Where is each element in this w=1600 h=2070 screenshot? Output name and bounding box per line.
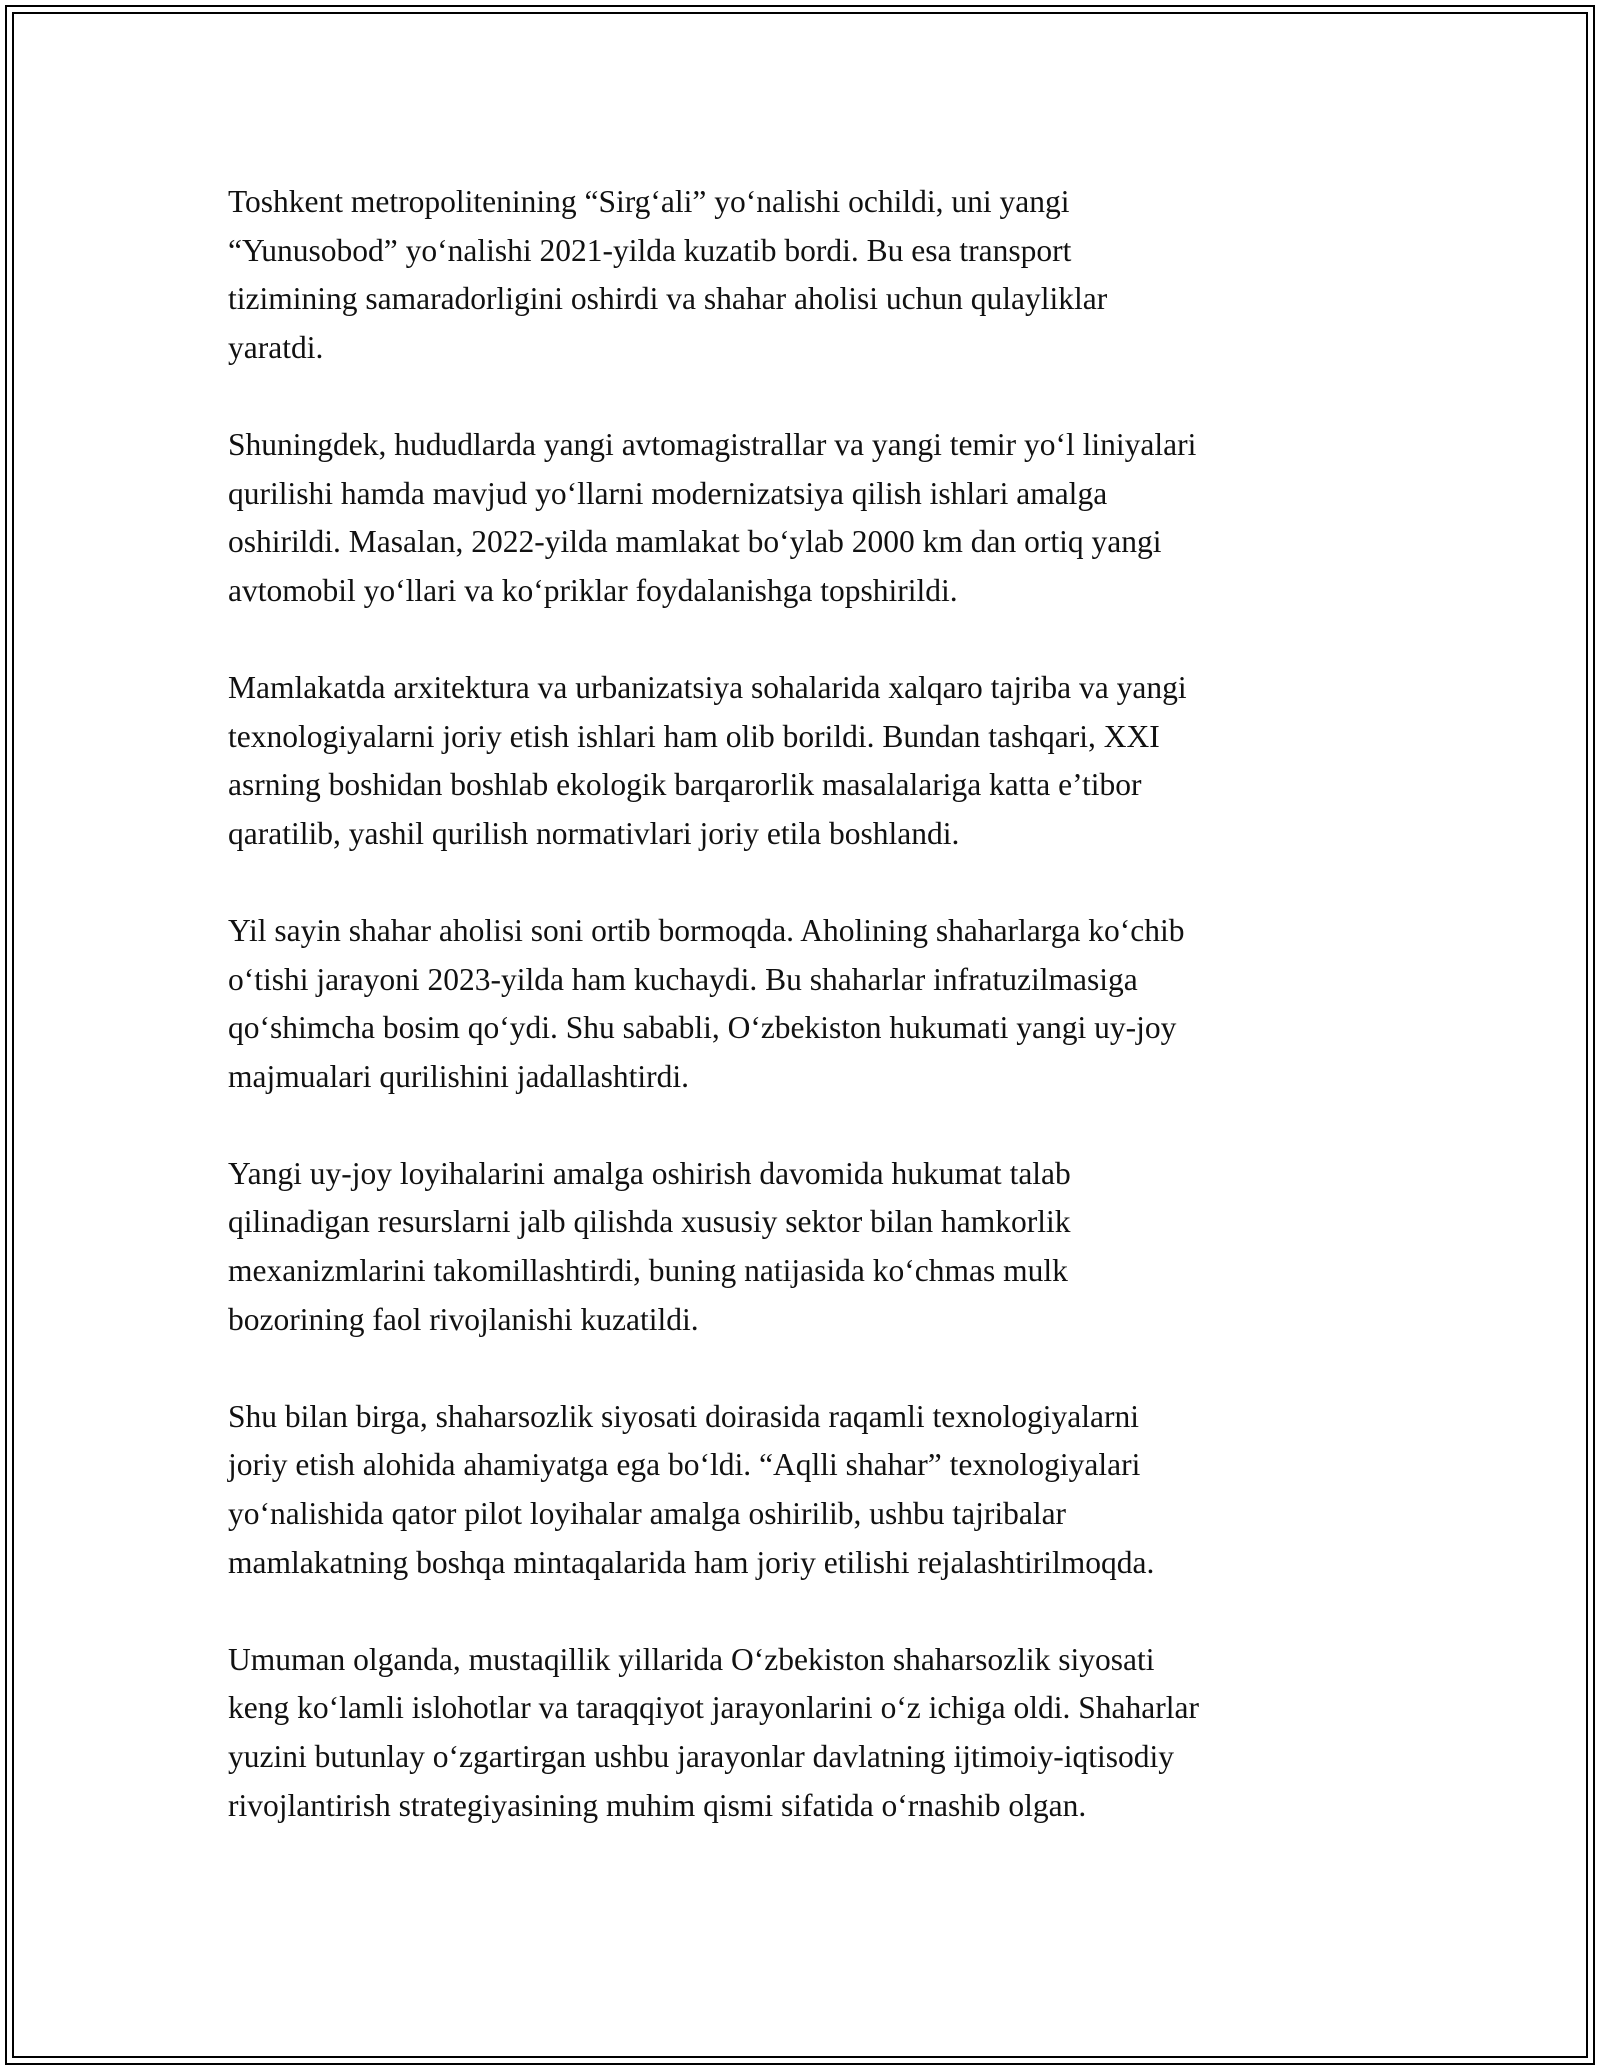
paragraph-4: Yil sayin shahar aholisi soni ortib bormoqda. Aholining shaharlarga ko‘chib o‘tishi jarayoni 2023-yilda ham kuchaydi. Bu shaharlar infratuzilmasiga qo‘shimcha bosim qo‘ydi. Shu sababli, O‘zbekiston hukumati yangi uy-joy majmualari qurilishini jadallashtirdi. [228,912,1185,1094]
paragraph-3: Mamlakatda arxitektura va urbanizatsiya sohalarida xalqaro tajriba va yangi texnologiyalarni joriy etish ishlari ham olib borildi. Bundan tashqari, XXI asrning boshidan boshlab ekologik barqarorlik masalalariga katta e’tibor qaratilib, yashil qurilish normativlari joriy etila boshlandi. [228,669,1187,851]
paragraph-5: Yangi uy-joy loyihalarini amalga oshirish davomida hukumat talab qilinadigan resurslarni jalb qilishda xususiy sektor bilan hamkorlik mexanizmlarini takomillashtirdi, buning natijasida ko‘chmas mulk bozorining faol rivojlanishi kuzatildi. [228,1155,1071,1337]
paragraph-6: Shu bilan birga, shaharsozlik siyosati doirasida raqamli texnologiyalarni joriy etish alohida ahamiyatga ega bo‘ldi. “Aqlli shahar” texnologiyalari yo‘nalishida qator pilot loyihalar amalga oshirilib, ushbu tajribalar mamlakatning boshqa mintaqalarida ham joriy etilishi rejalashtirilmoqda. [228,1398,1155,1580]
document-body [228,178,1388,1879]
paragraph-7: Umuman olganda, mustaqillik yillarida O‘zbekiston shaharsozlik siyosati keng ko‘lamli islohotlar va taraqqiyot jarayonlarini o‘z ichiga oldi. Shaharlar yuzini butunlay o‘zgartirgan ushbu jarayonlar davlatning ijtimoiy-iqtisodiy rivojlantirish strategiyasining muhim qismi sifatida o‘rnashib olgan. [228,1641,1199,1823]
paragraph-2: Shuningdek, hududlarda yangi avtomagistrallar va yangi temir yo‘l liniyalari qurilishi hamda mavjud yo‘llarni modernizatsiya qilish ishlari amalga oshirildi. Masalan, 2022-yilda mamlakat bo‘ylab 2000 km dan ortiq yangi avtomobil yo‘llari va ko‘priklar foydalanishga topshirildi. [228,426,1197,608]
paragraph-1: Toshkent metropolitenining “Sirg‘ali” yo‘nalishi ochildi, uni yangi “Yunusobod” yo‘nalishi 2021-yilda kuzatib bordi. Bu esa transport tizimining samaradorligini oshirdi va shahar aholisi uchun qulayliklar yaratdi. [228,184,1108,365]
